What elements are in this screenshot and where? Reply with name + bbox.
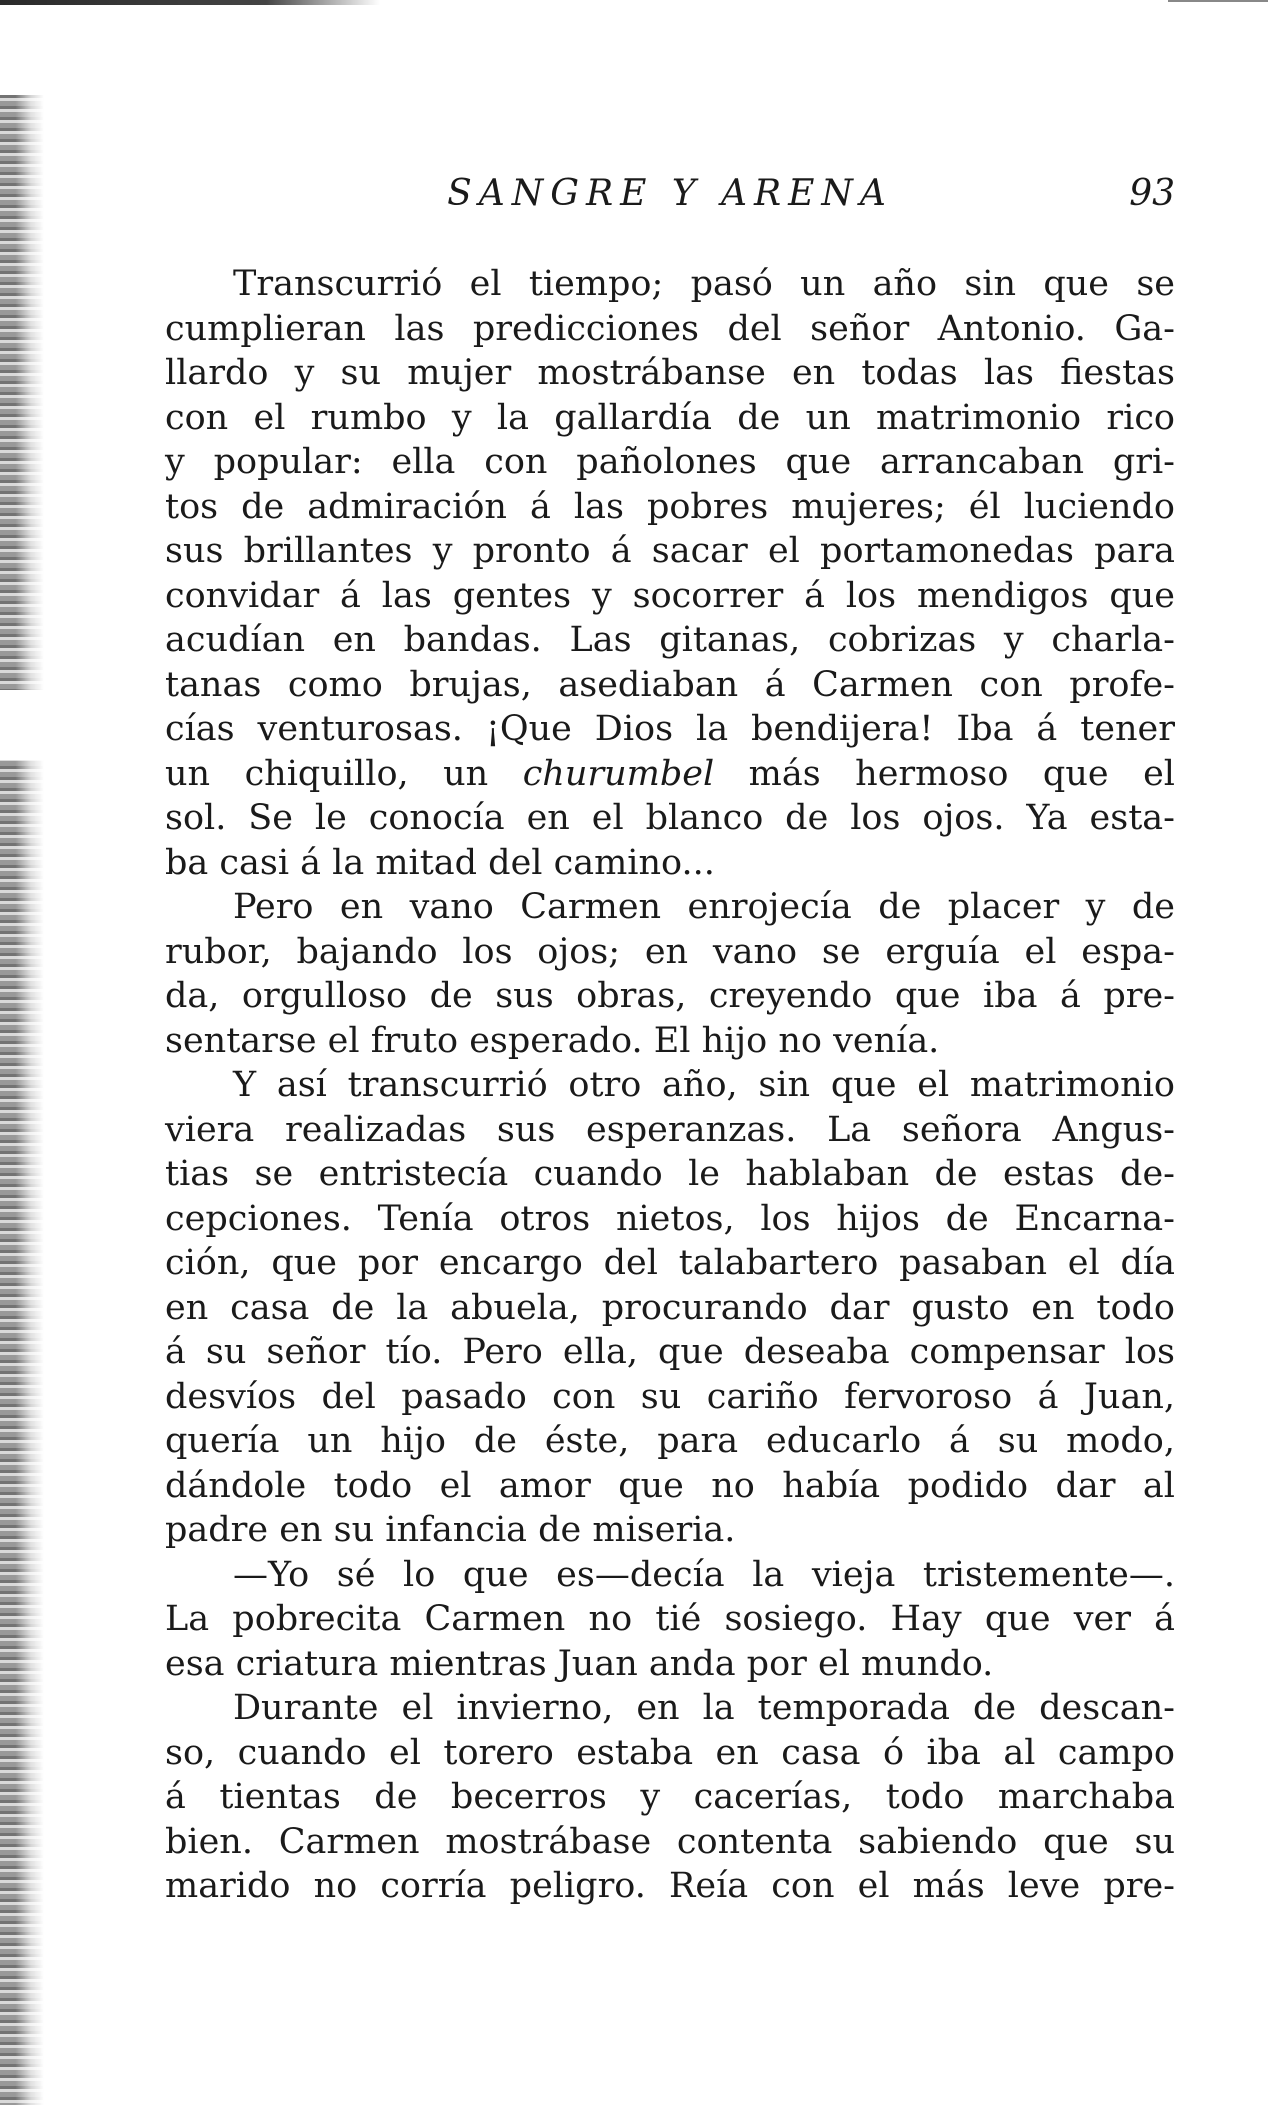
text-line: cepciones. Tenía otros nietos, los hijos de Encarna- [165,1198,1175,1239]
text-line: cías venturosas. ¡Que Dios la bendijera! Iba á tener [165,709,1175,749]
text-line: rubor, bajando los ojos; en vano se erguía el espa- [165,931,1175,972]
text-line: tanas como brujas, asediaban á Carmen con profe- [165,664,1175,705]
text-segment: más hermoso que el [714,753,1175,794]
text-line: quería un hijo de éste, para educarlo á su modo, [165,1421,1175,1461]
text-line: Y así transcurrió otro año, sin que el matrimonio [233,1065,1175,1105]
text-line: con el rumbo y la gallardía de un matrimonio rico [165,397,1175,438]
scan-top-rule [0,0,380,5]
text-line: bien. Carmen mostrábase contenta sabiendo que su [165,1821,1175,1862]
text-line: á su señor tío. Pero ella, que deseaba compensar los [165,1332,1175,1372]
text-line: dándole todo el amor que no había podido dar al [165,1465,1175,1506]
scan-binding-edge [0,95,44,2105]
text-segment: un chiquillo, un [165,753,523,794]
text-line: á tientas de becerros y cacerías, todo marchaba [165,1777,1175,1817]
text-line: ba casi á la mitad del camino... [165,842,715,883]
text-line: viera realizadas sus esperanzas. La señora Angus- [165,1109,1175,1150]
text-line: sus brillantes y pronto á sacar el portamonedas para [165,531,1175,571]
text-line: Durante el invierno, en la temporada de descan- [233,1688,1175,1728]
text-line: esa criatura mientras Juan anda por el mundo. [165,1643,994,1684]
text-line: padre en su infancia de miseria. [165,1510,736,1550]
text-line: en casa de la abuela, procurando dar gusto en todo [165,1287,1175,1328]
text-line: llardo y su mujer mostrábanse en todas las fiestas [165,353,1175,393]
page-number: 93 [1129,173,1175,214]
text-line: y popular: ella con pañolones que arrancaban gri- [165,442,1175,482]
text-line: desvíos del pasado con su cariño fervoroso á Juan, [165,1376,1175,1417]
page-header [165,170,1175,218]
text-line: tias se entristecía cuando le hablaban de estas de- [165,1154,1175,1194]
text-line: Pero en vano Carmen enrojecía de placer y de [233,887,1175,927]
running-title: SANGRE Y ARENA [447,173,893,214]
text-line: sentarse el fruto esperado. El hijo no venía. [165,1020,940,1061]
text-line: sol. Se le conocía en el blanco de los ojos. Ya esta- [165,798,1175,838]
scan-binding-gap [0,690,44,760]
text-line: —Yo sé lo que es—decía la vieja tristemente—. [233,1554,1175,1595]
text-line: so, cuando el torero estaba en casa ó iba al campo [165,1732,1175,1773]
scan-top-rule-right [1168,0,1268,2]
text-line: La pobrecita Carmen no tié sosiego. Hay que ver á [165,1599,1175,1639]
text-line: Transcurrió el tiempo; pasó un año sin que se [233,264,1175,304]
text-line-with-italic [165,752,1175,797]
text-line: cumplieran las predicciones del señor Antonio. Ga- [165,308,1175,349]
body-text [165,262,1175,1909]
italic-word: churumbel [522,753,715,794]
text-line: tos de admiración á las pobres mujeres; él luciendo [165,486,1175,527]
text-line: ción, que por encargo del talabartero pasaban el día [165,1243,1175,1283]
text-line: marido no corría peligro. Reía con el más leve pre- [165,1866,1175,1906]
text-line: convidar á las gentes y socorrer á los mendigos que [165,575,1175,616]
text-line: da, orgulloso de sus obras, creyendo que iba á pre- [165,976,1175,1016]
text-line: acudían en bandas. Las gitanas, cobrizas y charla- [165,620,1175,660]
